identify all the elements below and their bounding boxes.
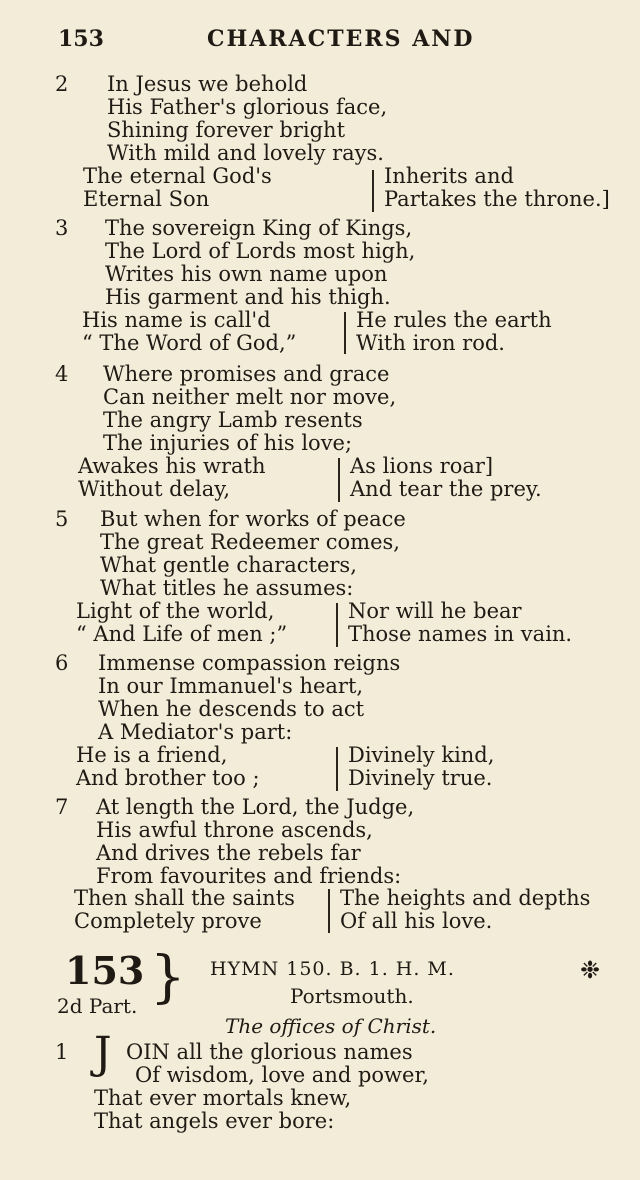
verse-line: Shining forever bright: [107, 118, 346, 142]
verse-line: The angry Lamb resents: [103, 408, 363, 432]
verse-line: Writes his own name upon: [105, 262, 388, 286]
verse-line: What titles he assumes:: [100, 576, 354, 600]
chorus-bar: [336, 603, 338, 647]
chorus-left-line: Awakes his wrath: [78, 454, 266, 478]
chorus-left-line: Without delay,: [78, 477, 231, 501]
drop-cap: J: [94, 1028, 112, 1079]
chorus-left-line: “ The Word of God,”: [82, 331, 297, 355]
verse-line: And drives the rebels far: [96, 841, 361, 865]
verse-line: The injuries of his love;: [103, 431, 353, 455]
hymn-number: 153: [65, 948, 145, 993]
verse-number: 1: [55, 1040, 69, 1064]
chorus-bar: [336, 747, 338, 791]
chorus-right-line: Inherits and: [384, 164, 514, 188]
chorus-bar: [344, 312, 346, 354]
running-title: CHARACTERS AND: [207, 26, 475, 52]
verse-line: His garment and his thigh.: [105, 285, 391, 309]
page-header: [0, 22, 640, 58]
verse-line: In Jesus we behold: [107, 72, 308, 96]
verse-line: With mild and lovely rays.: [107, 141, 384, 165]
verse-line: His awful throne ascends,: [96, 818, 373, 842]
verse-line: That ever mortals knew,: [94, 1086, 352, 1110]
chorus-right-line: With iron rod.: [356, 331, 505, 355]
verse-number: 7: [55, 795, 69, 819]
verse-number: 3: [55, 216, 69, 240]
verse-line: Can neither melt nor move,: [103, 385, 397, 409]
chorus-bar: [328, 889, 330, 933]
verse-line: OIN all the glorious names: [126, 1040, 413, 1064]
verse-line: A Mediator's part:: [98, 720, 293, 744]
chorus-left-line: His name is call'd: [82, 308, 271, 332]
chorus-left-line: Then shall the saints: [74, 886, 295, 910]
page-number: 153: [58, 26, 104, 52]
chorus-right-line: The heights and depths: [340, 886, 591, 910]
verse-line: When he descends to act: [98, 697, 365, 721]
chorus-left-line: “ And Life of men ;”: [76, 622, 288, 646]
verse-number: 5: [55, 507, 69, 531]
verse-line: The sovereign King of Kings,: [105, 216, 413, 240]
verse-line: Of wisdom, love and power,: [135, 1063, 429, 1087]
chorus-bar: [372, 170, 374, 212]
verse-line: His Father's glorious face,: [107, 95, 388, 119]
verse-number: 6: [55, 651, 69, 675]
chorus-left-line: He is a friend,: [76, 743, 228, 767]
verse-line: From favourites and friends:: [96, 864, 402, 888]
chorus-right-line: Nor will he bear: [348, 599, 522, 623]
chorus-left-line: Eternal Son: [83, 187, 210, 211]
chorus-right-line: He rules the earth: [356, 308, 552, 332]
verse-line: At length the Lord, the Judge,: [96, 795, 415, 819]
hymn-reference: HYMN 150. B. 1. H. M.: [210, 958, 455, 980]
brace-glyph: }: [150, 945, 186, 1010]
chorus-right-line: As lions roar]: [350, 454, 494, 478]
verse-line: In our Immanuel's heart,: [98, 674, 364, 698]
chorus-right-line: Those names in vain.: [348, 622, 573, 646]
asterism-icon: ❉: [580, 956, 601, 984]
chorus-right-line: Divinely true.: [348, 766, 493, 790]
verse-number: 2: [55, 72, 69, 96]
chorus-left-line: And brother too ;: [76, 766, 260, 790]
verse-number: 4: [55, 362, 69, 386]
verse-line: The great Redeemer comes,: [100, 530, 400, 554]
chorus-right-line: And tear the prey.: [350, 477, 542, 501]
tune-name: Portsmouth.: [290, 984, 414, 1008]
hymn-part: 2d Part.: [57, 994, 138, 1018]
chorus-right-line: Divinely kind,: [348, 743, 495, 767]
chorus-bar: [338, 458, 340, 502]
chorus-left-line: The eternal God's: [83, 164, 272, 188]
verse-line: That angels ever bore:: [94, 1109, 335, 1133]
chorus-right-line: Of all his love.: [340, 909, 493, 933]
verse-line: Immense compassion reigns: [98, 651, 401, 675]
verse-line: What gentle characters,: [100, 553, 357, 577]
verse-line: But when for works of peace: [100, 507, 406, 531]
chorus-right-line: Partakes the throne.]: [384, 187, 610, 211]
hymn-subject: The offices of Christ.: [225, 1014, 437, 1038]
verse-line: Where promises and grace: [103, 362, 390, 386]
verse-line: The Lord of Lords most high,: [105, 239, 416, 263]
chorus-left-line: Completely prove: [74, 909, 262, 933]
chorus-left-line: Light of the world,: [76, 599, 275, 623]
